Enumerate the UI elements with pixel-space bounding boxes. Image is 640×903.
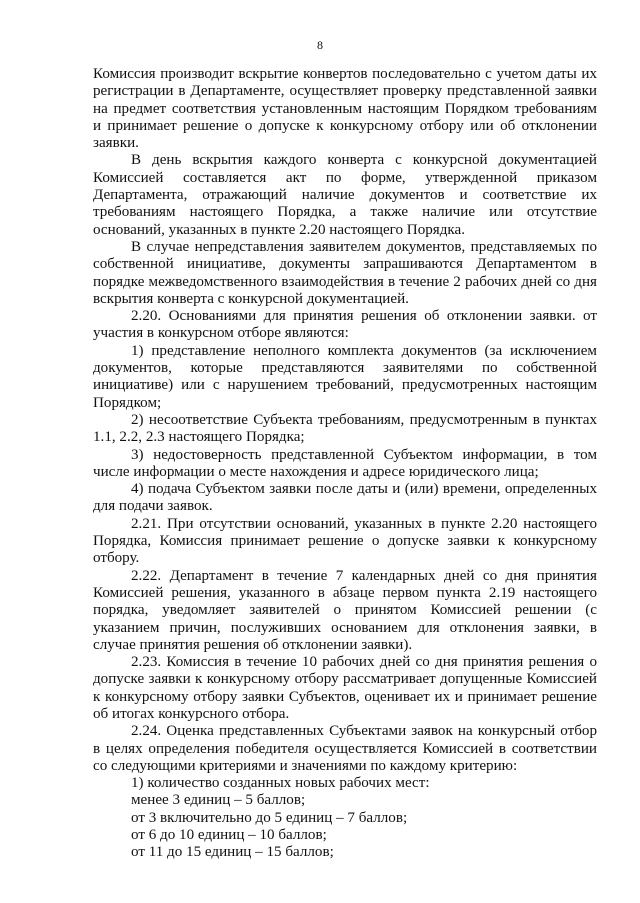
paragraph-opening-act: В день вскрытия каждого конверта с конкурсной документацией Комиссией составляется акт по форме, утвержденной приказом Департамента, отражающий наличие документов и соответствие их требованиям настоящего Порядка, а также наличие или отсутствие оснований, указанных в пункте 2.20 настоящего Порядка. <box>93 152 597 238</box>
paragraph-2-22: 2.22. Департамент в течение 7 календарных дней со дня принятия Комиссией решения, указанного в абзаце первом пункта 2.19 настоящего порядка, уведомляет заявителей о принятом Комиссией решении (с указанием причин, послуживших основанием для отклонения заявки, в случае принятия решения об отклонении заявки). <box>93 567 597 653</box>
list-item-2-20-3: 3) недостоверность представленной Субъектом информации, в том числе информации о месте нахождения и адресе юридического лица; <box>93 446 597 480</box>
criteria-line: от 6 до 10 единиц – 10 баллов; <box>131 827 327 844</box>
criteria-line: от 3 включительно до 5 единиц – 7 баллов; <box>131 809 408 826</box>
criteria-heading: 1) количество созданных новых рабочих мест: <box>131 775 430 792</box>
criteria-line: от 11 до 15 единиц – 15 баллов; <box>131 844 334 861</box>
document-body <box>93 66 597 862</box>
list-item-2-20-4: 4) подача Субъектом заявки после даты и (или) времени, определенных для подачи заявок. <box>93 481 597 515</box>
criteria-line: менее 3 единиц – 5 баллов; <box>131 792 306 809</box>
list-item-2-20-2: 2) несоответствие Субъекта требованиям, предусмотренным в пунктах 1.1, 2.2, 2.3 настоящего Порядка; <box>93 411 597 446</box>
paragraph-2-24: 2.24. Оценка представленных Субъектами заявок на конкурсный отбор в целях определения победителя осуществляется Комиссией в соответствии со следующими критериями и значениями по каждому критерию: <box>93 723 597 774</box>
paragraph-envelope-opening: Комиссия производит вскрытие конвертов последовательно с учетом даты их регистрации в Департаменте, осуществляет проверку представленной заявки на предмет соответствия установленным настоящим Порядком требованиям и принимает решение о допуске к конкурсному отбору или об отклонении заявки. <box>93 66 597 152</box>
paragraph-2-23: 2.23. Комиссия в течение 10 рабочих дней со дня принятия решения о допуске заявки к конкурсному отбору рассматривает допущенные Комиссией к конкурсному отбору заявки Субъектов, оценивает их и принимает решение об итогах конкурсного отбора. <box>93 654 597 722</box>
paragraph-interagency-request: В случае непредставления заявителем документов, представляемых по собственной инициативе, документы запрашиваются Департаментом в порядке межведомственного взаимодействия в течение 2 рабочих дней со дня вскрытия конверта с конкурсной документацией. <box>93 238 597 307</box>
criteria-list <box>93 775 597 861</box>
page-number: 8 <box>317 38 323 52</box>
paragraph-2-21: 2.21. При отсутствии оснований, указанных в пункте 2.20 настоящего Порядка, Комиссия принимает решение о допуске заявки к конкурсному отбору. <box>93 515 597 567</box>
list-item-2-20-1: 1) представление неполного комплекта документов (за исключением документов, которые представляются заявителями по собственной инициативе) или с нарушением требований, предусмотренных настоящим Порядком; <box>93 342 597 411</box>
paragraph-2-20: 2.20. Основаниями для принятия решения об отклонении заявки. от участия в конкурсном отборе являются: <box>93 308 597 342</box>
